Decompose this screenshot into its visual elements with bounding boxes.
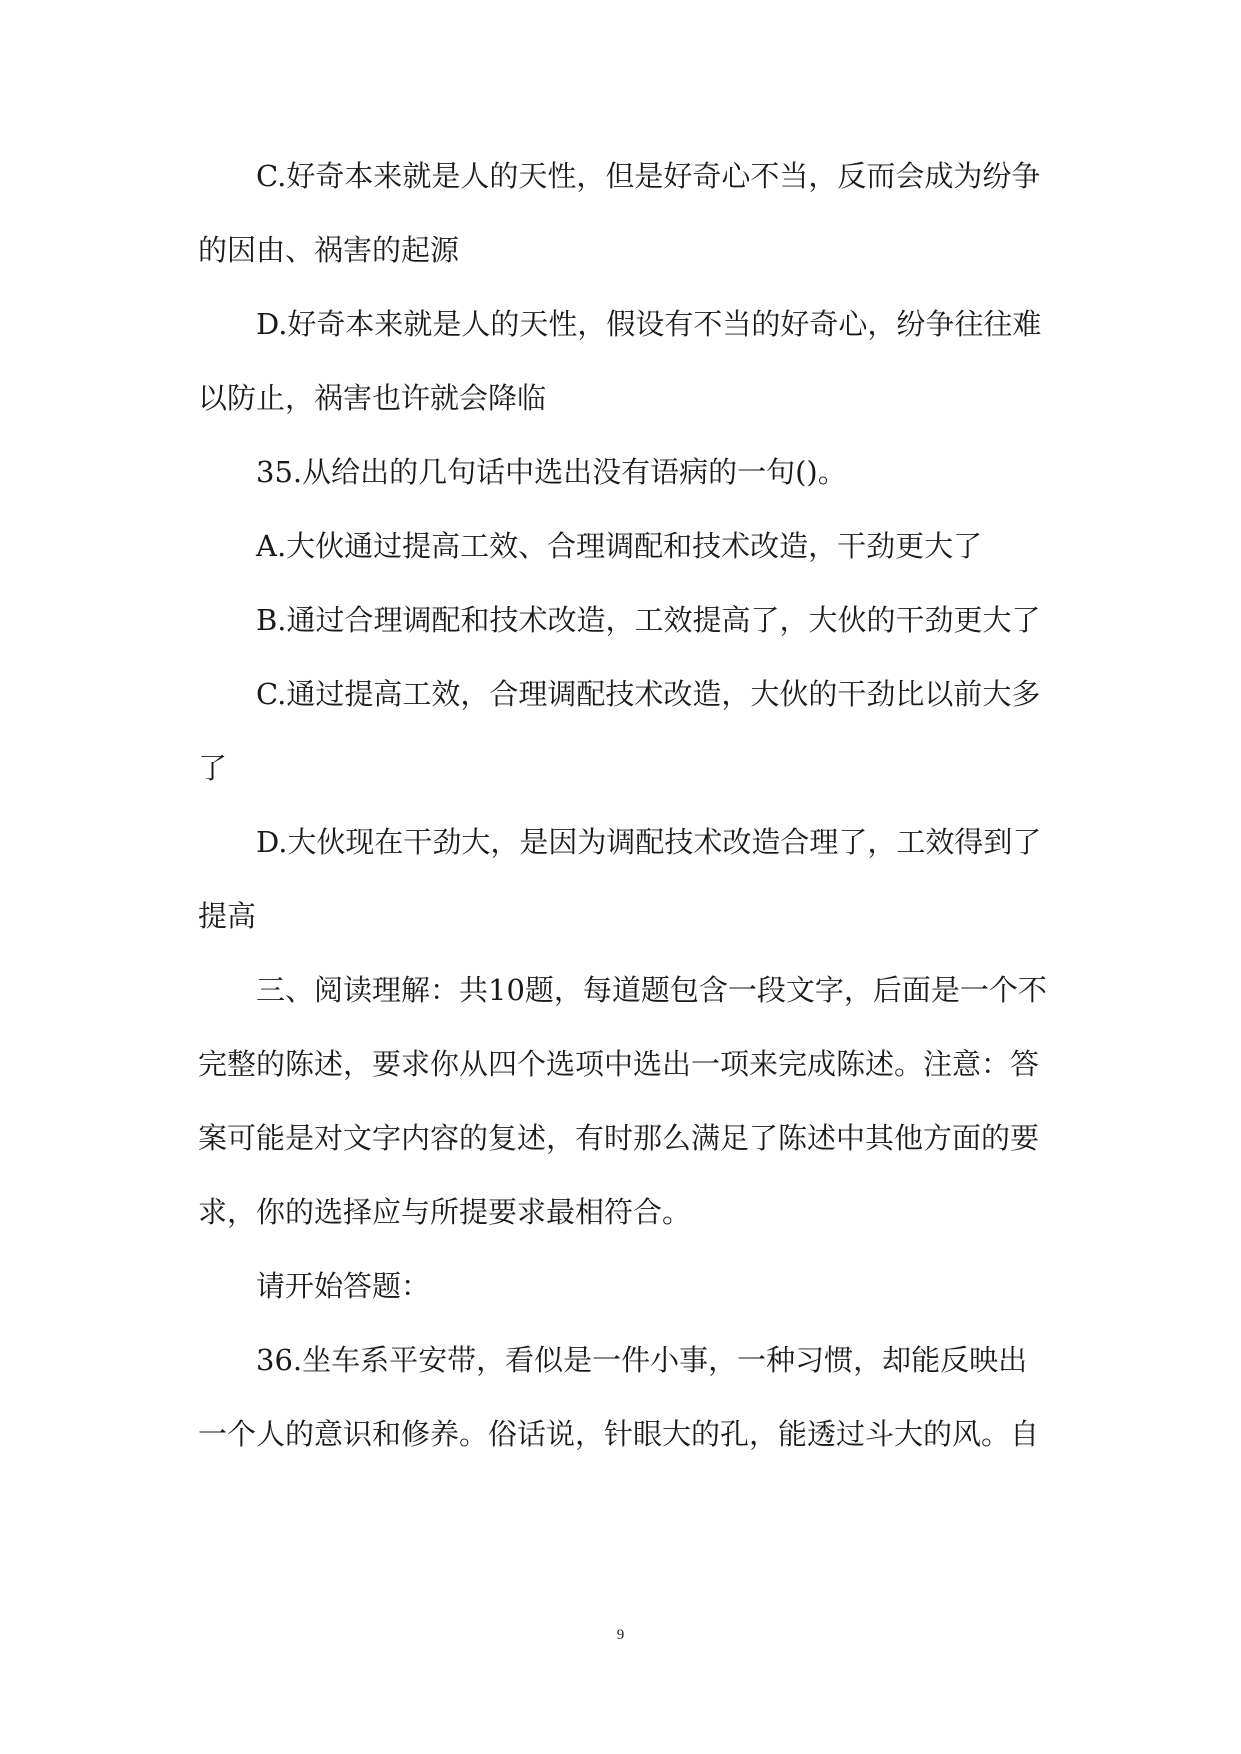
option-d-line-1: D.好奇本来就是人的天性，假设有不当的好奇心，纷争往往难: [256, 307, 1042, 341]
q35-option-c-line-1: C.通过提高工效，合理调配技术改造，大伙的干劲比以前大多: [256, 677, 1041, 711]
option-c-line-1: C.好奇本来就是人的天性，但是好奇心不当，反而会成为纷争: [256, 159, 1041, 193]
q35-option-d-line-2: 提高: [198, 899, 257, 933]
question-35: 35.从给出的几句话中选出没有语病的一句()。: [256, 455, 847, 489]
option-c-line-2: 的因由、祸害的起源: [198, 233, 460, 267]
option-d-line-2: 以防止，祸害也许就会降临: [198, 381, 547, 415]
question-36-line-1: 36.坐车系平安带，看似是一件小事，一种习惯，却能反映出: [256, 1343, 1028, 1377]
q35-option-a: A.大伙通过提高工效、合理调配和技术改造，干劲更大了: [256, 529, 983, 563]
q35-option-d-line-1: D.大伙现在干劲大，是因为调配技术改造合理了，工效得到了: [256, 825, 1042, 859]
page-number: 9: [616, 1627, 625, 1643]
start-answering: 请开始答题：: [256, 1269, 431, 1303]
q35-option-b: B.通过合理调配和技术改造，工效提高了，大伙的干劲更大了: [256, 603, 1041, 637]
section-instructions-line-3: 案可能是对文字内容的复述，有时那么满足了陈述中其他方面的要: [198, 1121, 1040, 1155]
section-heading-reading: 三、阅读理解：共10题，每道题包含一段文字，后面是一个不: [256, 973, 1047, 1007]
question-36-line-2: 一个人的意识和修养。俗话说，针眼大的孔，能透过斗大的风。自: [198, 1417, 1040, 1451]
q35-option-c-line-2: 了: [198, 751, 228, 785]
section-instructions-line-4: 求，你的选择应与所提要求最相符合。: [198, 1195, 692, 1229]
section-instructions-line-2: 完整的陈述，要求你从四个选项中选出一项来完成陈述。注意：答: [198, 1047, 1040, 1081]
